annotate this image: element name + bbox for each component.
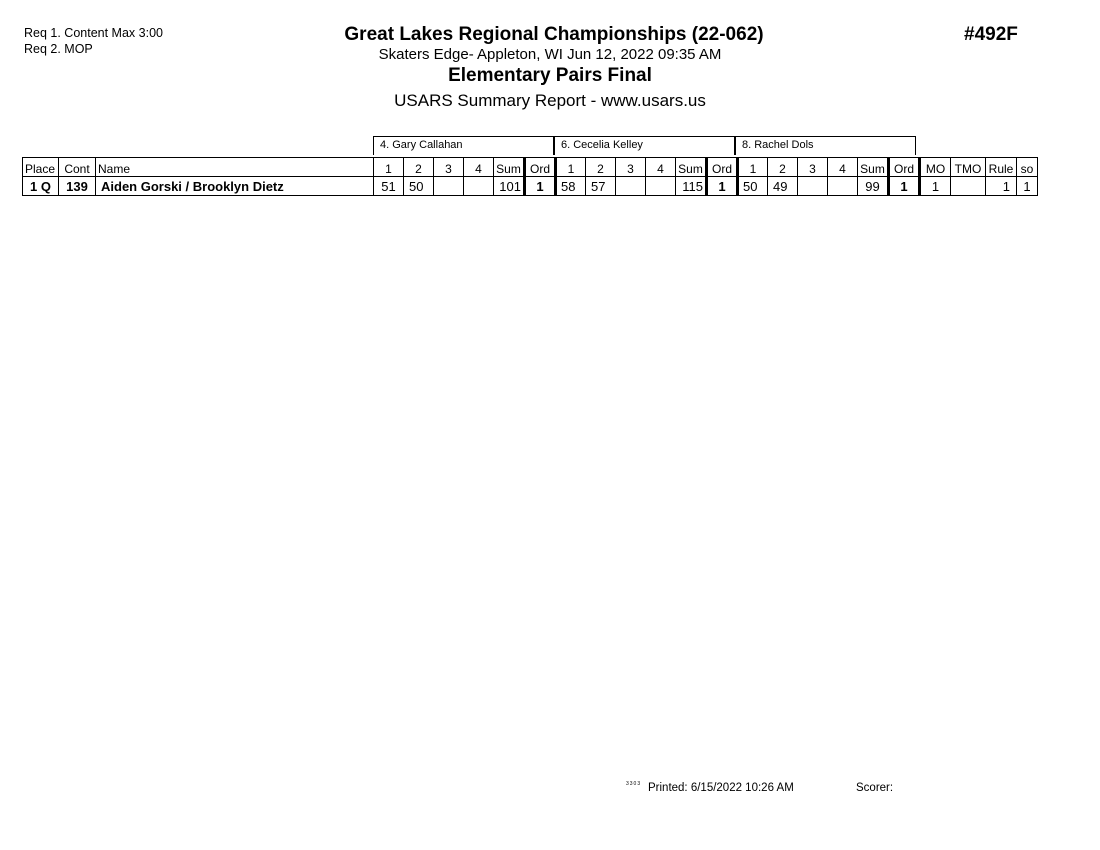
col-mo: MO (920, 158, 951, 177)
col-so: so (1017, 158, 1038, 177)
j1-score3-cell (434, 177, 464, 196)
j1-score4-cell (464, 177, 494, 196)
col-j3-score3: 3 (798, 158, 828, 177)
col-j2-sum: Sum (676, 158, 707, 177)
j2-score4-cell (646, 177, 676, 196)
skater-name-cell: Aiden Gorski / Brooklyn Dietz (96, 177, 374, 196)
j1-ord-cell: 1 (525, 177, 556, 196)
printed-timestamp: Printed: 6/15/2022 10:26 AM (648, 782, 794, 794)
requirement-2: Req 2. MOP (24, 42, 93, 56)
j3-ord-cell: 1 (889, 177, 920, 196)
col-j2-score2: 2 (586, 158, 616, 177)
cont-cell: 139 (59, 177, 96, 196)
col-place: Place (23, 158, 59, 177)
j3-score1-cell: 50 (738, 177, 768, 196)
col-j1-score3: 3 (434, 158, 464, 177)
col-tmo: TMO (951, 158, 986, 177)
j3-sum-cell: 99 (858, 177, 889, 196)
col-rule: Rule (986, 158, 1017, 177)
so-cell: 1 (1017, 177, 1038, 196)
table-row (23, 177, 1038, 196)
col-j2-score3: 3 (616, 158, 646, 177)
rule-cell: 1 (986, 177, 1017, 196)
col-cont: Cont (59, 158, 96, 177)
j2-sum-cell: 115 (676, 177, 707, 196)
tmo-cell (951, 177, 986, 196)
scorer-label: Scorer: (856, 782, 894, 794)
col-j3-score2: 2 (768, 158, 798, 177)
mo-cell: 1 (920, 177, 951, 196)
col-j1-score1: 1 (374, 158, 404, 177)
j2-score3-cell (616, 177, 646, 196)
location-datetime: Skaters Edge- Appleton, WI Jun 12, 2022 09:35 AM (378, 46, 722, 63)
report-name: USARS Summary Report - www.usars.us (394, 91, 706, 110)
j1-score2-cell: 50 (404, 177, 434, 196)
j2-ord-cell: 1 (707, 177, 738, 196)
col-j3-ord: Ord (889, 158, 920, 177)
col-name: Name (96, 158, 374, 177)
col-j1-score4: 4 (464, 158, 494, 177)
header-row (23, 158, 1038, 177)
col-j1-sum: Sum (494, 158, 525, 177)
col-j2-score1: 1 (556, 158, 586, 177)
col-j2-score4: 4 (646, 158, 676, 177)
event-name: Elementary Pairs Final (448, 65, 652, 86)
report-code: 3303 (626, 781, 642, 787)
j2-score2-cell: 57 (586, 177, 616, 196)
col-j3-score4: 4 (828, 158, 858, 177)
col-j3-sum: Sum (858, 158, 889, 177)
competition-title: Great Lakes Regional Championships (22-062) (344, 24, 764, 45)
summary-table (22, 157, 1038, 196)
j2-score1-cell: 58 (556, 177, 586, 196)
requirement-1: Req 1. Content Max 3:00 (24, 26, 163, 40)
event-number: #492F (964, 24, 1018, 45)
place-cell: 1 Q (23, 177, 59, 196)
j3-score4-cell (828, 177, 858, 196)
col-j3-score1: 1 (738, 158, 768, 177)
j3-score2-cell: 49 (768, 177, 798, 196)
judge-2-header: 6. Cecelia Kelley (554, 136, 735, 155)
judge-1-header: 4. Gary Callahan (373, 136, 554, 155)
col-j1-score2: 2 (404, 158, 434, 177)
j1-score1-cell: 51 (374, 177, 404, 196)
col-j1-ord: Ord (525, 158, 556, 177)
j3-score3-cell (798, 177, 828, 196)
col-j2-ord: Ord (707, 158, 738, 177)
judge-3-header: 8. Rachel Dols (735, 136, 916, 155)
j1-sum-cell: 101 (494, 177, 525, 196)
